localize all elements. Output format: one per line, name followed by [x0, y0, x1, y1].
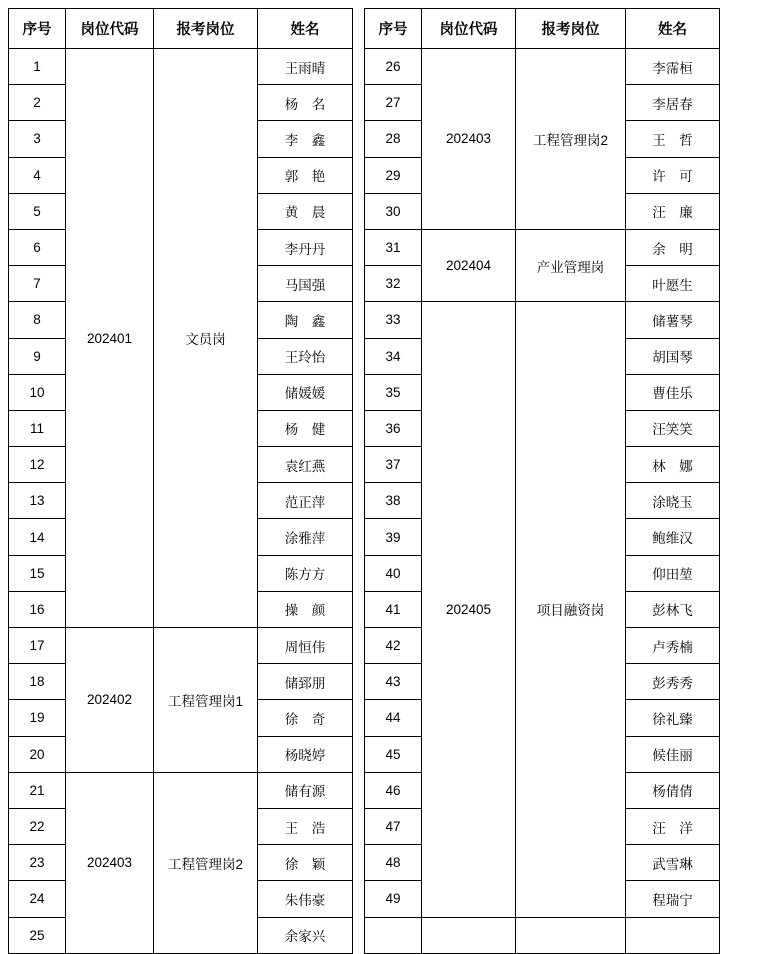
- cell-person-name: 涂晓玉: [626, 483, 720, 519]
- cell-person-name: 王雨晴: [258, 49, 353, 85]
- cell-seq: 24: [9, 881, 66, 917]
- cell-person-name: 涂雅萍: [258, 519, 353, 555]
- table-row: [9, 772, 353, 808]
- column-header-name: 姓名: [258, 9, 353, 49]
- cell-seq: 5: [9, 193, 66, 229]
- cell-person-name: 汪 廉: [626, 193, 720, 229]
- cell-post-code: 202402: [66, 628, 154, 773]
- cell-seq: 42: [365, 628, 422, 664]
- cell-person-name: 王 哲: [626, 121, 720, 157]
- table-row: [365, 49, 720, 85]
- cell-person-name: 鲍维汉: [626, 519, 720, 555]
- cell-seq: 41: [365, 591, 422, 627]
- cell-post-name: 产业管理岗: [516, 229, 626, 301]
- cell-person-name: 周恒伟: [258, 628, 353, 664]
- cell-seq: 11: [9, 410, 66, 446]
- cell-seq: 3: [9, 121, 66, 157]
- cell-seq: 48: [365, 845, 422, 881]
- cell-person-name: 陶 鑫: [258, 302, 353, 338]
- table-header-right: [365, 9, 720, 49]
- cell-person-name: 储郅朋: [258, 664, 353, 700]
- cell-post-name: 工程管理岗2: [154, 772, 258, 953]
- cell-seq: 43: [365, 664, 422, 700]
- cell-seq: 12: [9, 447, 66, 483]
- cell-post-name: 工程管理岗2: [516, 49, 626, 230]
- cell-seq: 23: [9, 845, 66, 881]
- table-body-left: [9, 49, 353, 954]
- cell-person-name: 杨倩倩: [626, 772, 720, 808]
- cell-person-name: 李居春: [626, 85, 720, 121]
- cell-seq: 20: [9, 736, 66, 772]
- cell-seq: 1: [9, 49, 66, 85]
- cell-seq: 6: [9, 229, 66, 265]
- cell-seq: 39: [365, 519, 422, 555]
- cell-seq: 2: [9, 85, 66, 121]
- column-header-post: 报考岗位: [516, 9, 626, 49]
- cell-seq: 40: [365, 555, 422, 591]
- column-header-seq: 序号: [9, 9, 66, 49]
- cell-seq: 35: [365, 374, 422, 410]
- cell-person-name: 曹佳乐: [626, 374, 720, 410]
- cell-post-code: 202404: [422, 229, 516, 301]
- cell-seq: 33: [365, 302, 422, 338]
- cell-seq: 47: [365, 808, 422, 844]
- cell-person-name: 卢秀楠: [626, 628, 720, 664]
- cell-person-name: 程瑞宁: [626, 881, 720, 917]
- cell-person-name: 彭林飞: [626, 591, 720, 627]
- table-header-row: [365, 9, 720, 49]
- cell-seq: 38: [365, 483, 422, 519]
- cell-seq: 27: [365, 85, 422, 121]
- roster-table-right: [364, 8, 720, 954]
- cell-person-name: 汪 洋: [626, 808, 720, 844]
- cell-person-name: 袁红燕: [258, 447, 353, 483]
- cell-seq: 18: [9, 664, 66, 700]
- cell-person-name: 仰田堃: [626, 555, 720, 591]
- cell-seq: 36: [365, 410, 422, 446]
- cell-post-name: 文员岗: [154, 49, 258, 628]
- cell-post-code: 202401: [66, 49, 154, 628]
- cell-seq: 15: [9, 555, 66, 591]
- column-header-name: 姓名: [626, 9, 720, 49]
- cell-person-name: 胡国琴: [626, 338, 720, 374]
- cell-seq: 22: [9, 808, 66, 844]
- cell-person-name: 范正萍: [258, 483, 353, 519]
- cell-seq: 8: [9, 302, 66, 338]
- cell-person-name: 黄 晨: [258, 193, 353, 229]
- cell-person-name: 朱伟豪: [258, 881, 353, 917]
- cell-post-name: 工程管理岗1: [154, 628, 258, 773]
- cell-person-name: 杨 健: [258, 410, 353, 446]
- cell-seq: 45: [365, 736, 422, 772]
- cell-seq: 21: [9, 772, 66, 808]
- cell-person-name: 彭秀秀: [626, 664, 720, 700]
- cell-seq: 29: [365, 157, 422, 193]
- cell-seq: 37: [365, 447, 422, 483]
- cell-person-name: 李丹丹: [258, 229, 353, 265]
- cell-person-name: 汪笑笑: [626, 410, 720, 446]
- cell-seq: 9: [9, 338, 66, 374]
- cell-person-name: 储有源: [258, 772, 353, 808]
- cell-person-name: 林 娜: [626, 447, 720, 483]
- column-header-seq: 序号: [365, 9, 422, 49]
- cell-person-name: 操 颜: [258, 591, 353, 627]
- cell-person-name: 李霈桓: [626, 49, 720, 85]
- cell-empty: [626, 917, 720, 954]
- cell-person-name: 余 明: [626, 229, 720, 265]
- cell-post-code: 202405: [422, 302, 516, 917]
- cell-seq: 46: [365, 772, 422, 808]
- cell-seq: 49: [365, 881, 422, 917]
- cell-seq: 28: [365, 121, 422, 157]
- cell-seq: 16: [9, 591, 66, 627]
- cell-seq: 44: [365, 700, 422, 736]
- cell-person-name: 杨 名: [258, 85, 353, 121]
- table-header-row: [9, 9, 353, 49]
- cell-person-name: 许 可: [626, 157, 720, 193]
- cell-person-name: 徐 颖: [258, 845, 353, 881]
- cell-seq: 19: [9, 700, 66, 736]
- cell-person-name: 陈方方: [258, 555, 353, 591]
- table-row: [365, 302, 720, 338]
- column-header-code: 岗位代码: [422, 9, 516, 49]
- roster-table-left: [8, 8, 353, 954]
- cell-person-name: 储薯琴: [626, 302, 720, 338]
- cell-person-name: 叶愿生: [626, 266, 720, 302]
- cell-person-name: 李 鑫: [258, 121, 353, 157]
- cell-person-name: 马国强: [258, 266, 353, 302]
- table-row: [9, 49, 353, 85]
- cell-empty: [422, 917, 516, 954]
- table-body-right: [365, 49, 720, 954]
- cell-post-code: 202403: [422, 49, 516, 230]
- cell-post-code: 202403: [66, 772, 154, 953]
- cell-person-name: 徐礼臻: [626, 700, 720, 736]
- cell-seq: 26: [365, 49, 422, 85]
- cell-seq: 25: [9, 917, 66, 954]
- table-header-left: [9, 9, 353, 49]
- cell-person-name: 王玲怡: [258, 338, 353, 374]
- cell-person-name: 余家兴: [258, 917, 353, 954]
- cell-post-name: 项目融资岗: [516, 302, 626, 917]
- cell-seq: 10: [9, 374, 66, 410]
- cell-person-name: 武雪琳: [626, 845, 720, 881]
- cell-seq: 30: [365, 193, 422, 229]
- cell-person-name: 徐 奇: [258, 700, 353, 736]
- cell-seq: 32: [365, 266, 422, 302]
- cell-seq: 4: [9, 157, 66, 193]
- cell-person-name: 储媛媛: [258, 374, 353, 410]
- table-row: [9, 628, 353, 664]
- cell-seq: 31: [365, 229, 422, 265]
- table-row-empty: [365, 917, 720, 954]
- column-header-post: 报考岗位: [154, 9, 258, 49]
- cell-seq: 17: [9, 628, 66, 664]
- cell-person-name: 候佳丽: [626, 736, 720, 772]
- cell-person-name: 郭 艳: [258, 157, 353, 193]
- table-row: [365, 229, 720, 265]
- cell-empty: [365, 917, 422, 954]
- cell-seq: 7: [9, 266, 66, 302]
- cell-person-name: 王 浩: [258, 808, 353, 844]
- column-header-code: 岗位代码: [66, 9, 154, 49]
- cell-seq: 13: [9, 483, 66, 519]
- cell-seq: 14: [9, 519, 66, 555]
- cell-person-name: 杨晓婷: [258, 736, 353, 772]
- cell-empty: [516, 917, 626, 954]
- cell-seq: 34: [365, 338, 422, 374]
